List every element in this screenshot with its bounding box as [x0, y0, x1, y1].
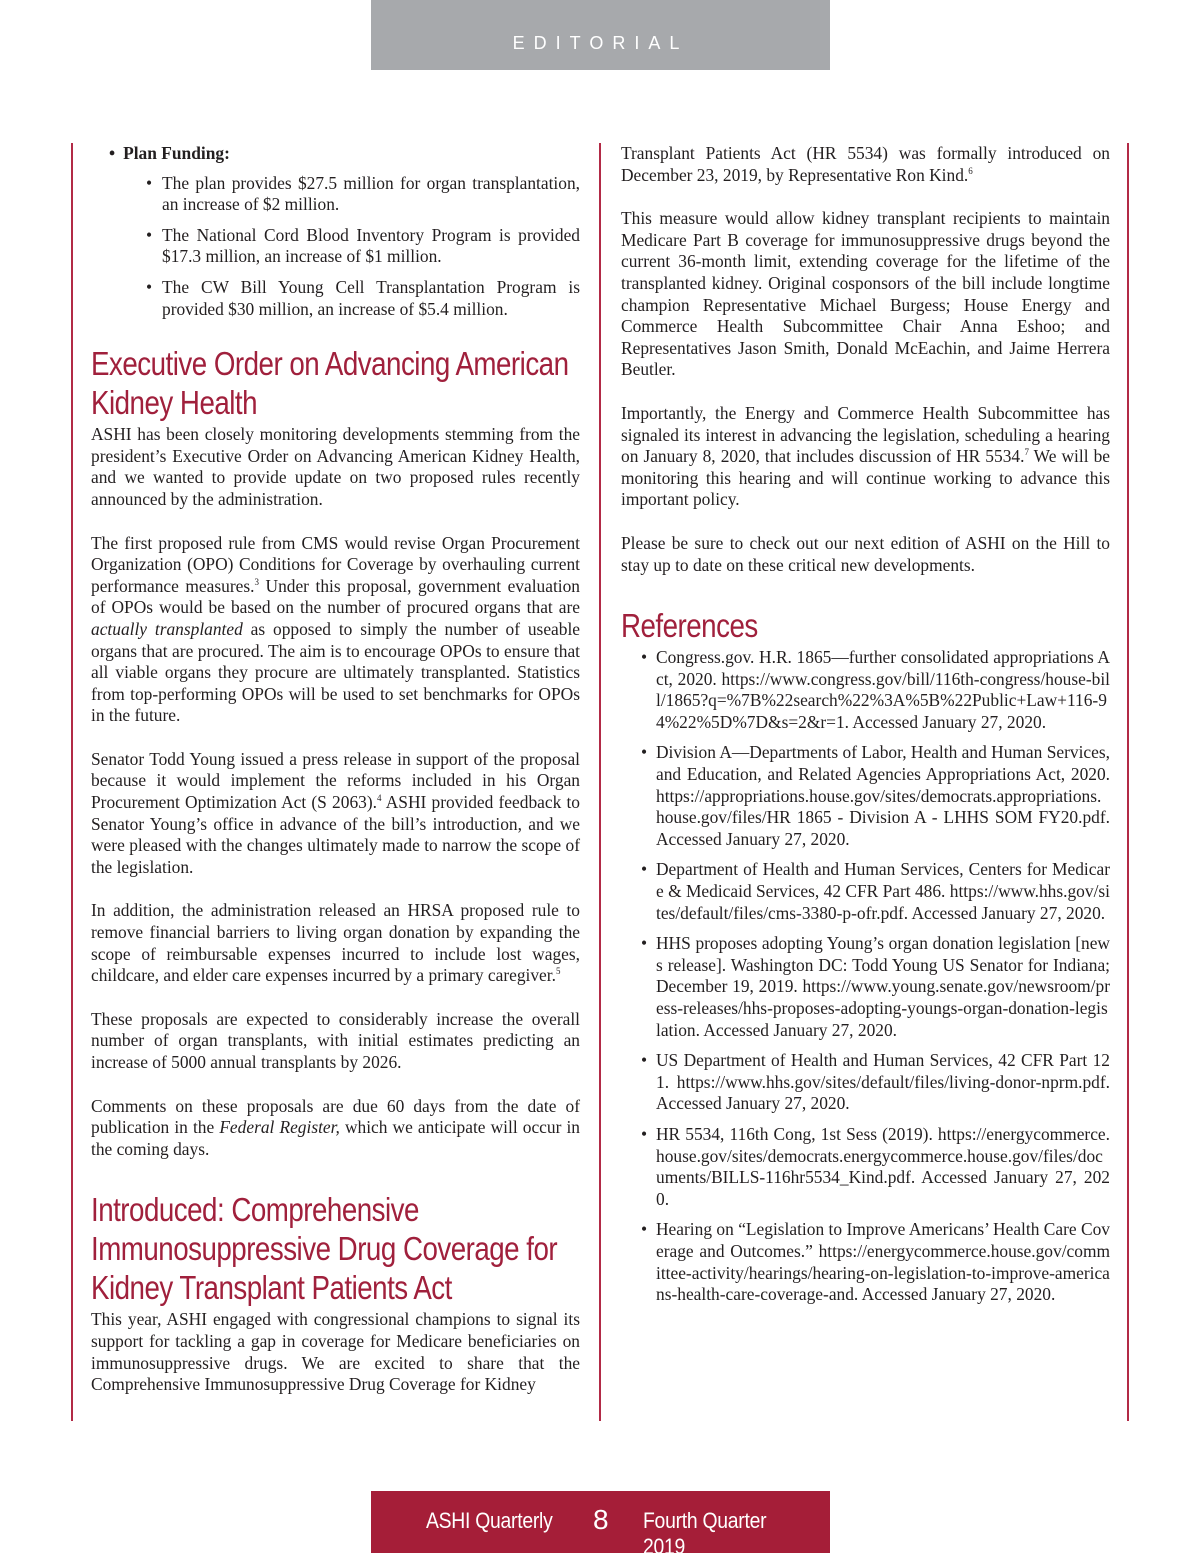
heading-executive-order: Executive Order on Advancing American Kidney Health: [91, 345, 569, 422]
right-margin-rule: [1127, 143, 1129, 1421]
section-label: EDITORIAL: [512, 33, 689, 53]
list-item: • The National Cord Blood Inventory Program is provided $17.3 million, an increase of $1 million.: [162, 225, 580, 268]
left-margin-rule: [71, 143, 73, 1421]
paragraph: ASHI has been closely monitoring developments stemming from the president’s Executive Order on Advancing American Kidney Health, and we wanted to provide update on two proposed rules recently announced by the administration.: [91, 424, 580, 509]
list-item: • The plan provides $27.5 million for organ transplantation, an increase of $2 million.: [162, 173, 580, 216]
publication-name: ASHI Quarterly: [426, 1508, 553, 1533]
paragraph: Importantly, the Energy and Commerce Health Subcommittee has signaled its interest in advancing the legislation, scheduling a hearing on January 8, 2020, that includes discussion of HR 5534.$^7$ We will be monitoring this hearing and will continue working to advance this important policy.: [621, 402, 1111, 510]
column-divider: [599, 143, 601, 1421]
reference-item: • Division A—Departments of Labor, Health and Human Services, and Education, and Related Agencies Appropriations Act, 2020. https://appropriations.house.gov/sites/democrats.appropriations.house.gov/files/HR 1865 - Division A - LHHS SOM FY20.pdf. Accessed January 27, 2020.: [656, 742, 1110, 850]
paragraph: Please be sure to check out our next edition of ASHI on the Hill to stay up to date on these critical new developments.: [621, 532, 1110, 575]
paragraph: Transplant Patients Act (HR 5534) was formally introduced on December 23, 2019, by Representative Ron Kind.$^6$: [621, 143, 1110, 185]
reference-item: • HHS proposes adopting Young’s organ donation legislation [news release]. Washington DC: Todd Young US Senator for Indiana; December 19, 2019. https://www.young.senate.gov/newsroom/press-releases/hhs-proposes-adopting-youngs-organ-donation-legislation. Accessed January 27, 2020.: [656, 933, 1110, 1041]
left-column: [91, 143, 580, 1418]
page-footer: [371, 1491, 830, 1559]
heading-references: References: [621, 607, 758, 645]
paragraph: In addition, the administration released an HRSA proposed rule to remove financial barriers to living organ donation by expanding the scope of reimbursable expenses incurred to include lost wages, childcare, and elder care expenses incurred by a primary caregiver.$^5$: [91, 900, 580, 986]
reference-item: • Department of Health and Human Services, Centers for Medicare & Medicaid Services, 42 CFR Part 486. https://www.hhs.gov/sites/default/files/cms-3380-p-ofr.pdf. Accessed January 27, 2020.: [656, 859, 1110, 924]
paragraph: Senator Todd Young issued a press release in support of the proposal because it would implement the reforms included in his Organ Procurement Optimization Act (S 2063).$^4$ ASHI provided feedback to Senator Young’s office in advance of the bill’s introduction, and we were pleased with the changes ultimately made to narrow the scope of the legislation.: [91, 748, 580, 877]
issue-label: Fourth Quarter 2019: [643, 1508, 767, 1559]
paragraph: This measure would allow kidney transplant recipients to maintain Medicare Part B coverage for immunosuppressive drugs beyond the current 36-month limit, extending coverage for the lifetime of the transplanted kidney. Original cosponsors of the bill include longtime champion Representative Michael Burgess; House Energy and Commerce Health Subcommittee Chair Anna Eshoo; and Representatives Jason Smith, Donald McEachin, and Jaime Herrera Beutler.: [621, 208, 1110, 380]
reference-item: • Hearing on “Legislation to Improve Americans’ Health Care Coverage and Outcomes.” https://energycommerce.house.gov/committee-activity/hearings/hearing-on-legislation-to-improve-americans-health-care-coverage-and. Accessed January 27, 2020.: [656, 1219, 1110, 1305]
reference-item: • HR 5534, 116th Cong, 1st Sess (2019). https://energycommerce.house.gov/sites/democrats.energycommerce.house.gov/files/documents/BILLS-116hr5534_Kind.pdf. Accessed January 27, 2020.: [656, 1124, 1110, 1210]
paragraph: This year, ASHI engaged with congressional champions to signal its support for tackling a gap in coverage for Medicare beneficiaries on immunosuppressive drugs. We are excited to share that the Comprehensive Immunosuppressive Drug Coverage for Kidney: [91, 1309, 580, 1395]
page-number: 8: [593, 1504, 609, 1535]
section-tab: [371, 0, 830, 70]
reference-item: • US Department of Health and Human Services, 42 CFR Part 121. https://www.hhs.gov/sites/default/files/living-donor-nprm.pdf. Accessed January 27, 2020.: [656, 1050, 1110, 1115]
heading-introduced-act: Introduced: Comprehensive Immunosuppressive Drug Coverage for Kidney Transplant Patients Act: [91, 1191, 558, 1307]
list-item: • The CW Bill Young Cell Transplantation Program is provided $30 million, an increase of $5.4 million.: [162, 277, 580, 320]
references-list: [621, 647, 1110, 1306]
plan-funding-heading: • Plan Funding:: [109, 143, 580, 165]
right-column: [621, 143, 1110, 1315]
plan-funding-list: [91, 143, 580, 320]
reference-item: • Congress.gov. H.R. 1865—further consolidated appropriations Act, 2020. https://www.congress.gov/bill/116th-congress/house-bill/1865?q=%7B%22search%22%3A%5B%22Public+Law+116-94%22%5D%7D&s=2&r=1. Accessed January 27, 2020.: [656, 647, 1110, 733]
paragraph: These proposals are expected to considerably increase the overall number of organ transplants, with initial estimates predicting an increase of 5000 annual transplants by 2026.: [91, 1008, 580, 1072]
paragraph: The first proposed rule from CMS would revise Organ Procurement Organization (OPO) Conditions for Coverage by overhauling current performance measures.$^3$ Under this proposal, government evaluation of OPOs would be based on the number of procured organs that are actually transplanted as opposed to simply the number of useable organs that are procured. The aim is to encourage OPOs to ensure that all viable organs they procure are ultimately transplanted. Statistics from top-performing OPOs will be used to set benchmarks for OPOs in the future.: [91, 532, 581, 726]
paragraph: Comments on these proposals are due 60 days from the date of publication in the Federal Register, which we anticipate will occur in the coming days.: [91, 1095, 580, 1159]
